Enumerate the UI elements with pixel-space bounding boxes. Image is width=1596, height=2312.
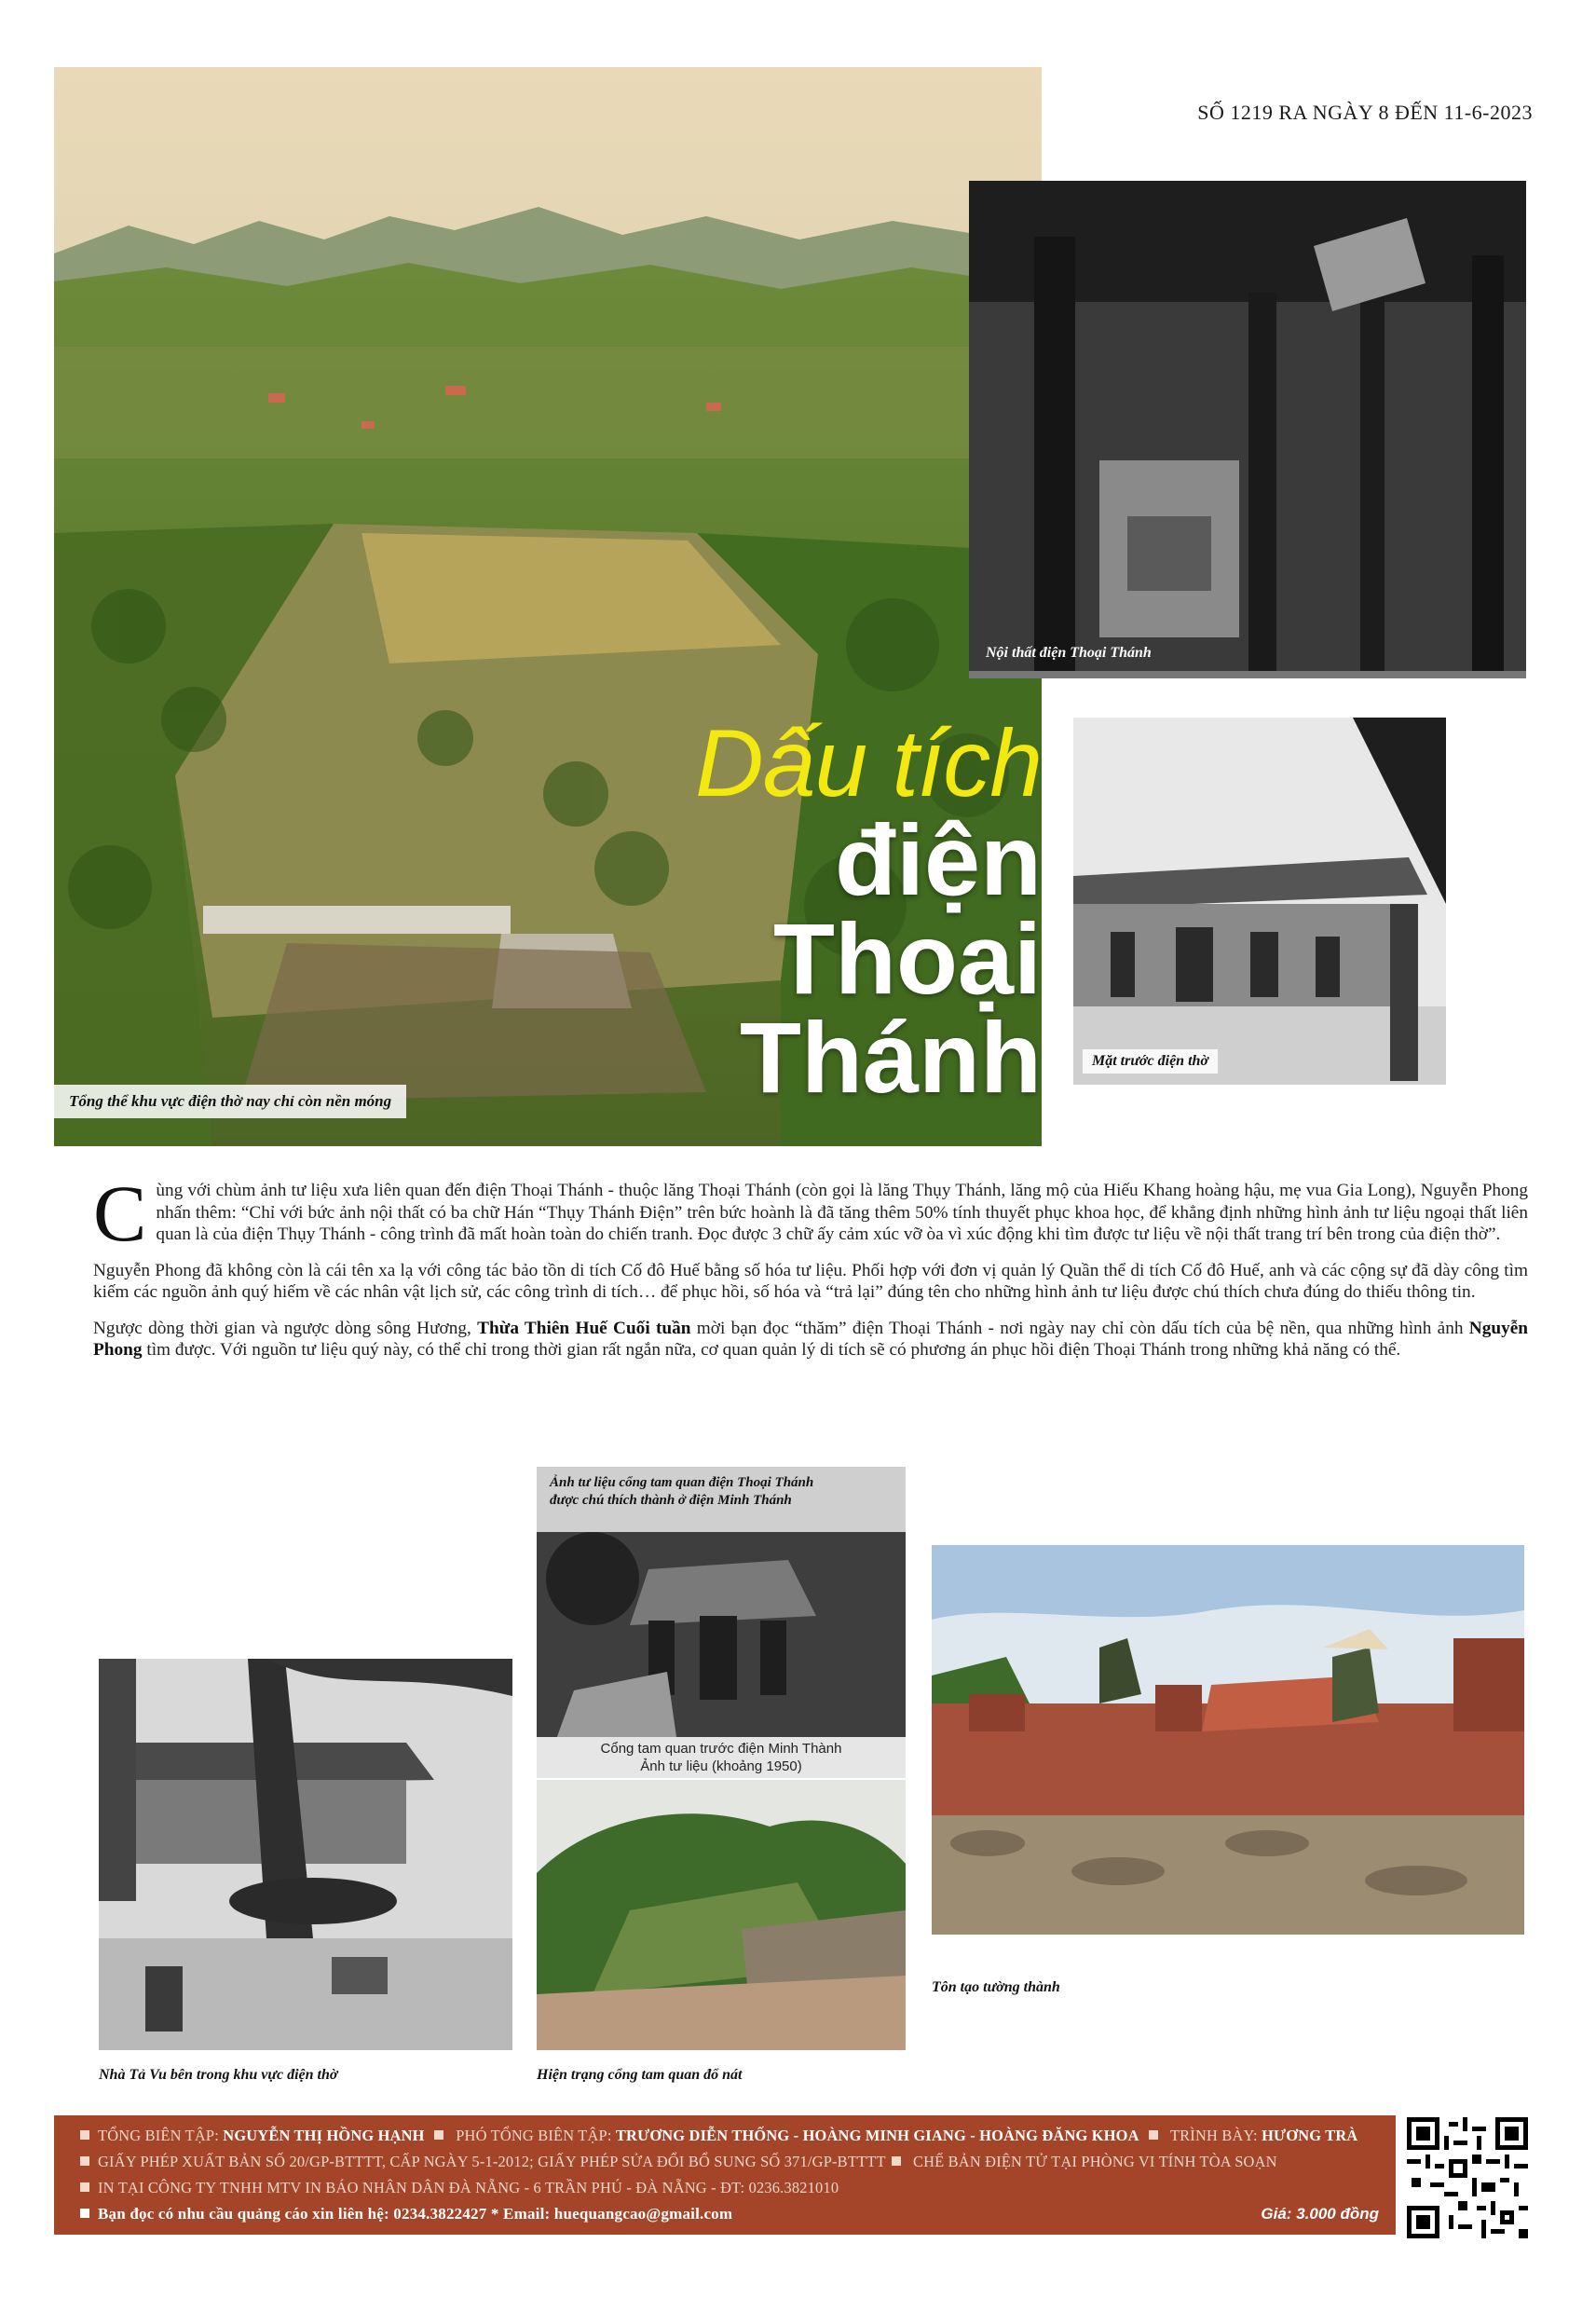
- article-title: [695, 710, 1042, 1114]
- gate-archive-caption: Ảnh tư liệu cổng tam quan điện Thoại Thánh được chú thích thành ở điện Minh Thánh: [550, 1475, 814, 1508]
- qr-code: [1407, 2117, 1528, 2238]
- interior-photo: [969, 181, 1526, 678]
- drop-cap: C: [93, 1169, 147, 1258]
- gate-archive-photo: [537, 1467, 906, 1778]
- paragraph-2: Nguyễn Phong đã không còn là cái tên xa lạ với công tác bảo tồn di tích Cố đô Huế bằng số hóa tư liệu. Phối hợp với đơn vị quản lý Quần thể di tích Cố đô Huế, anh và các cộng sự đã dày công tìm kiếm các nguồn ảnh quý hiếm về các nhân vật lịch sử, các công trình di tích… để phục hồi, số hóa và “trả lại” đúng tên cho những hình ảnh tư liệu được chú thích chưa đúng do thiếu thông tin.: [93, 1260, 1528, 1302]
- ta-vu-caption: Nhà Tả Vu bên trong khu vực điện thờ: [99, 2067, 338, 2083]
- footer-line-printer: IN TẠI CÔNG TY TNHH MTV IN BÁO NHÂN DÂN ĐÀ NẴNG - 6 TRẦN PHÚ - ĐÀ NẴNG - ĐT: 0236.3821010: [80, 2179, 839, 2197]
- shrine-front-photo: [1073, 718, 1446, 1085]
- article-body: [93, 1169, 1528, 1375]
- paragraph-1: Cùng với chùm ảnh tư liệu xưa liên quan đến điện Thoại Thánh - thuộc lăng Thoại Thánh (còn gọi là lăng Thụy Thánh, lăng mộ của Hiếu Khang hoàng hậu, mẹ vua Gia Long), Nguyễn Phong nhấn thêm: “Chỉ với bức ảnh nội thất có ba chữ Hán “Thụy Thánh Điện” trên bức hoành là đã tăng thêm 50% tính thuyết phục khoa học, để khẳng định những hình ảnh tư liệu ngoại thất liên quan là của điện Thụy Thánh - công trình đã mất hoàn toàn do chiến tranh. Đọc được 3 chữ ấy cảm xúc vỡ òa vì xúc động khi tìm được tư liệu về nội thất trang trí bên trong của điện thờ”.: [93, 1169, 1528, 1258]
- gate-archive-inner-label: Cổng tam quan trước điện Minh Thành Ảnh tư liệu (khoảng 1950): [600, 1741, 842, 1774]
- shrine-front-caption: Mặt trước điện thờ: [1083, 1049, 1218, 1074]
- issue-line: SỐ 1219 RA NGÀY 8 ĐẾN 11-6-2023: [1197, 101, 1533, 124]
- interior-caption: Nội thất điện Thoại Thánh: [986, 645, 1152, 661]
- ta-vu-bw-image: [99, 1659, 512, 2050]
- title-line-4: Thánh: [740, 1000, 1042, 1114]
- title-line-2: điện: [834, 802, 1042, 916]
- masthead-footer: [54, 2115, 1396, 2235]
- gate-now-image: [537, 1780, 906, 2050]
- footer-line-contact: Bạn đọc có nhu cầu quảng cáo xin liên hệ: 0234.3822427 * Email: huequangcao@gmail.com: [80, 2205, 732, 2223]
- title-line-3: Thoại: [773, 901, 1042, 1015]
- gate-now-photo: [537, 1780, 906, 2050]
- title-line-1: Dấu tích: [695, 710, 1042, 816]
- wall-photo: [932, 1545, 1524, 1935]
- hero-caption: Tổng thể khu vực điện thờ nay chỉ còn nền móng: [54, 1085, 406, 1118]
- paragraph-3: Ngược dòng thời gian và ngược dòng sông Hương, Thừa Thiên Huế Cuối tuần mời bạn đọc “thăm” điện Thoại Thánh - nơi ngày nay chỉ còn dấu tích của bệ nền, qua những hình ảnh Nguyễn Phong tìm được. Với nguồn tư liệu quý này, có thể chỉ trong thời gian rất ngắn nữa, cơ quan quản lý di tích sẽ có phương án phục hồi điện Thoại Thánh trong những khả năng có thể.: [93, 1318, 1528, 1360]
- price-label: Giá: 3.000 đồng: [1261, 2205, 1379, 2223]
- footer-line-editors: TỔNG BIÊN TẬP: NGUYỄN THỊ HỒNG HẠNH PHÓ TỔNG BIÊN TẬP: TRƯƠNG DIỄN THỐNG - HOÀNG MINH GIANG - HOÀNG ĐĂNG KHOA TRÌNH BÀY: HƯƠNG TRÀ: [80, 2127, 1357, 2145]
- wall-restoration-image: [932, 1545, 1524, 1935]
- gate-archive-bw-image: [537, 1467, 906, 1778]
- interior-bw-image: [969, 181, 1526, 678]
- footer-line-license: GIẤY PHÉP XUẤT BẢN SỐ 20/GP-BTTTT, CẤP NGÀY 5-1-2012; GIẤY PHÉP SỬA ĐỔI BỔ SUNG SỐ 371/GP-BTTTT CHẾ BẢN ĐIỆN TỬ TẠI PHÒNG VI TÍNH TÒA SOẠN: [80, 2153, 1277, 2171]
- ta-vu-photo: [99, 1659, 512, 2050]
- gate-now-caption: Hiện trạng cổng tam quan đổ nát: [537, 2067, 743, 2083]
- qr-code-icon: [1407, 2117, 1528, 2238]
- shrine-front-bw-image: [1073, 718, 1446, 1085]
- wall-caption: Tôn tạo tường thành: [932, 1979, 1060, 1995]
